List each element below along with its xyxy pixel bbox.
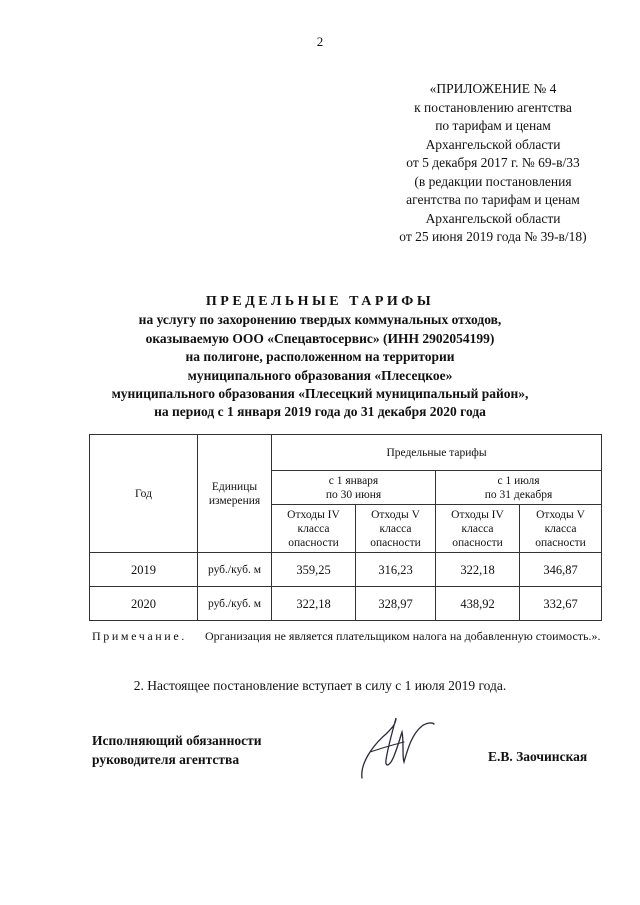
annex-line: по тарифам и ценам [435,118,551,133]
note-text: Организация не является плательщиком налога на добавленную стоимость.». [205,629,601,643]
header-waste-iv: Отходы IV класса опасности [272,505,356,553]
annex-line: от 5 декабря 2017 г. № 69-в/33 [406,155,580,170]
cell-value: 359,25 [272,553,356,587]
cell-year: 2019 [90,553,198,587]
signatory-title-line: Исполняющий обязанности [92,733,262,748]
heading-line: на услугу по захоронению твердых коммунальных отходов, [138,312,502,328]
cell-value: 322,18 [436,553,520,587]
annex-line: Архангельской области [425,210,561,226]
heading-line: оказываемую ООО «Спецавтосервис» (ИНН 2902054199) [145,330,495,346]
page-number: 2 [316,34,324,49]
annex-block [360,80,626,247]
header-period-2: с 1 июля по 31 декабря [436,471,602,505]
annex-line: агентства по тарифам и ценам [406,192,580,207]
cell-value: 316,23 [356,553,436,587]
document-heading [60,293,580,422]
header-tariffs: Предельные тарифы [272,435,602,471]
heading-line: на период с 1 января 2019 года до 31 декабря 2020 года [154,404,486,420]
note-label: Примечание. [92,629,187,643]
heading-line: муниципального образования «Плесецкий муниципальный район», [111,386,529,402]
header-period-1: с 1 января по 30 июня [272,471,436,505]
header-waste-v: Отходы V класса опасности [520,505,602,553]
header-waste-v: Отходы V класса опасности [356,505,436,553]
cell-year: 2020 [90,587,198,621]
annex-line: к постановлению агентства [414,99,572,115]
cell-value: 322,18 [272,587,356,621]
annex-line: от 25 июня 2019 года № 39-в/18) [399,229,587,244]
cell-value: 332,67 [520,587,602,621]
cell-unit: руб./куб. м [198,553,272,587]
cell-value: 438,92 [436,587,520,621]
handwritten-signature [352,704,442,784]
heading-line: муниципального образования «Плесецкое» [187,367,453,383]
header-year: Год [90,435,198,553]
signatory-name: Е.В. Заочинская [488,749,588,764]
table-row [90,553,602,587]
header-waste-iv: Отходы IV класса опасности [436,505,520,553]
cell-value: 328,97 [356,587,436,621]
document-title: ПРЕДЕЛЬНЫЕ ТАРИФЫ [205,294,435,309]
table-row [90,587,602,621]
heading-line: на полигоне, расположенном на территории [185,349,455,365]
annex-line: Архангельской области [425,136,561,152]
cell-value: 346,87 [520,553,602,587]
header-unit: Единицы измерения [198,435,272,553]
signatory-title-line: руководителя агентства [92,752,240,767]
tariffs-table [89,434,602,621]
clause-effective-date: 2. Настоящее постановление вступает в силу с 1 июля 2019 года. [133,678,507,693]
signatory-title [92,731,262,769]
annex-line: (в редакции постановления [414,173,572,189]
cell-unit: руб./куб. м [198,587,272,621]
annex-line: «ПРИЛОЖЕНИЕ № 4 [429,81,557,96]
